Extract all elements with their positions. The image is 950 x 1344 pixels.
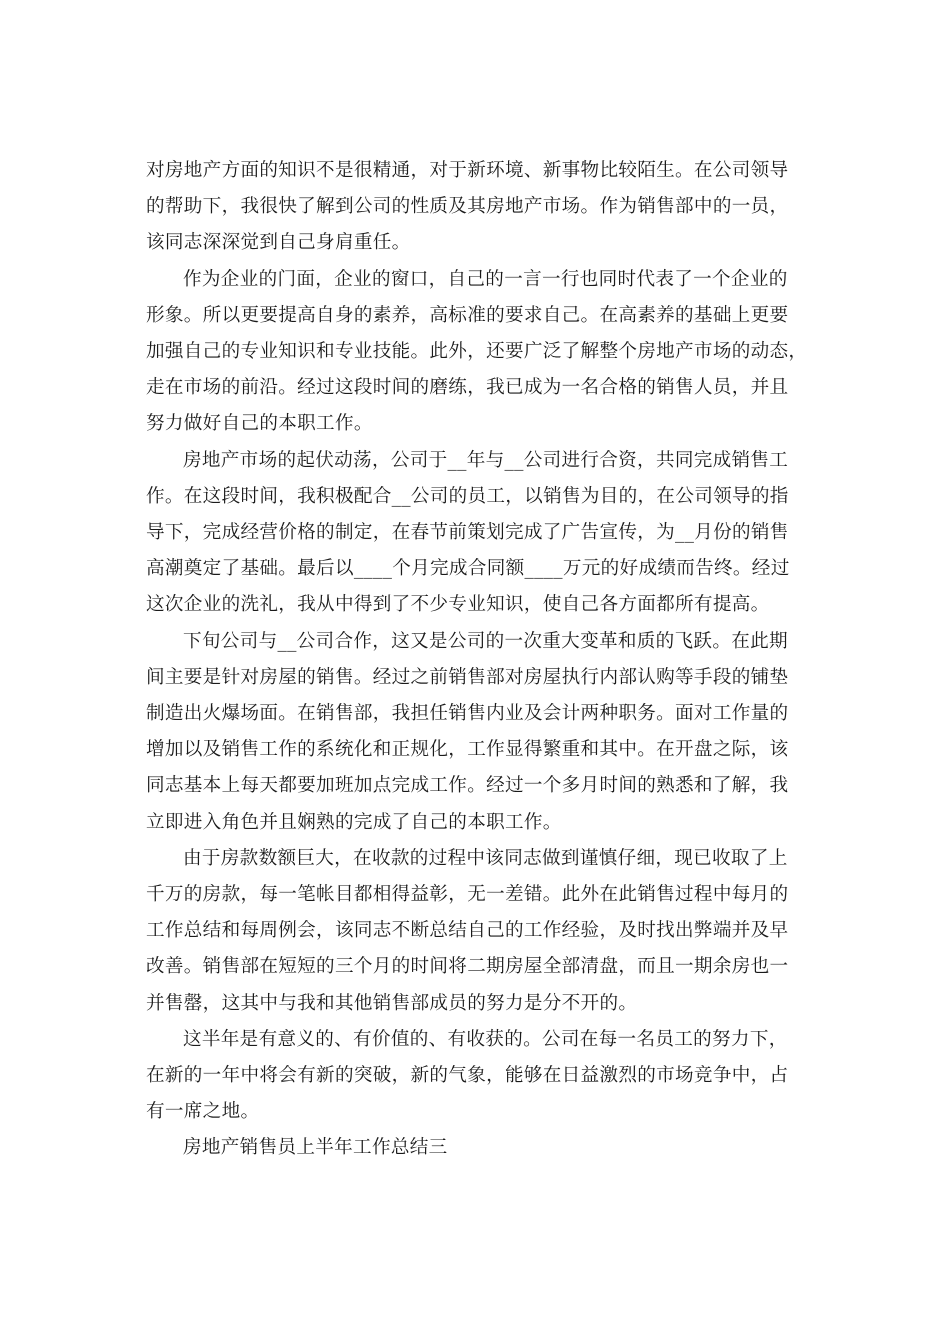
text-line: 该同志深深觉到自己身肩重任。 [146, 232, 411, 254]
text-line: 房地产市场的起伏动荡，公司于__年与__公司进行合资，共同完成销售工 [183, 449, 789, 471]
section-heading [146, 1130, 808, 1166]
text-line: 有一席之地。 [146, 1101, 260, 1123]
text-line: 加强自己的专业知识和专业技能。此外，还要广泛了解整个房地产市场的动态， [146, 341, 808, 363]
text-line: 对房地产方面的知识不是很精通，对于新环境、新事物比较陌生。在公司领导 [146, 160, 789, 181]
paragraph-3 [146, 443, 808, 624]
heading-text: 房地产销售员上半年工作总结三 [183, 1137, 448, 1159]
text-line: 作为企业的门面，企业的窗口，自己的一言一行也同时代表了一个企业的 [183, 268, 788, 290]
text-line: 千万的房款，每一笔帐目都相得益彰，无一差错。此外在此销售过程中每月的 [146, 884, 789, 906]
text-line: 制造出火爆场面。在销售部，我担任销售内业及会计两种职务。面对工作量的 [146, 703, 789, 725]
text-line: 工作总结和每周例会，该同志不断总结自己的工作经验，及时找出弊端并及早 [146, 920, 789, 942]
text-line: 努力做好自己的本职工作。 [146, 413, 373, 435]
document-body [146, 153, 808, 1167]
paragraph-1 [146, 153, 808, 262]
text-line: 由于房款数额巨大，在收款的过程中该同志做到谨慎仔细，现已收取了上 [183, 847, 788, 869]
paragraph-2 [146, 262, 808, 443]
text-line: 这半年是有意义的、有价值的、有收获的。公司在每一名员工的努力下， [183, 1028, 788, 1050]
text-line: 改善。销售部在短短的三个月的时间将二期房屋全部清盘，而且一期余房也一 [146, 956, 789, 978]
text-line: 立即进入角色并且娴熟的完成了自己的本职工作。 [146, 811, 562, 833]
text-line: 这次企业的洗礼，我从中得到了不少专业知识，使自己各方面都所有提高。 [146, 594, 770, 616]
text-line: 同志基本上每天都要加班加点完成工作。经过一个多月时间的熟悉和了解，我 [146, 775, 789, 797]
paragraph-5 [146, 841, 808, 1022]
text-line: 增加以及销售工作的系统化和正规化，工作显得繁重和其中。在开盘之际，该 [146, 739, 789, 761]
text-line: 形象。所以更要提高自身的素养，高标准的要求自己。在高素养的基础上更要 [146, 304, 789, 326]
paragraph-6 [146, 1022, 808, 1131]
text-line: 间主要是针对房屋的销售。经过之前销售部对房屋执行内部认购等手段的铺垫 [146, 666, 789, 688]
text-line: 高潮奠定了基础。最后以____个月完成合同额____万元的好成绩而告终。经过 [146, 558, 790, 580]
text-line: 作。在这段时间，我积极配合__公司的员工，以销售为目的，在公司领导的指 [146, 485, 789, 507]
text-line: 并售罄，这其中与我和其他销售部成员的努力是分不开的。 [146, 992, 638, 1014]
text-line: 在新的一年中将会有新的突破，新的气象，能够在日益激烈的市场竞争中，占 [146, 1065, 789, 1087]
text-line: 走在市场的前沿。经过这段时间的磨练，我已成为一名合格的销售人员，并且 [146, 377, 789, 399]
text-line: 下旬公司与__公司合作，这又是公司的一次重大变革和质的飞跃。在此期 [183, 630, 788, 652]
text-line: 的帮助下，我很快了解到公司的性质及其房地产市场。作为销售部中的一员， [146, 196, 789, 218]
text-line: 导下，完成经营价格的制定，在春节前策划完成了广告宣传，为__月份的销售 [146, 522, 789, 544]
paragraph-4 [146, 624, 808, 841]
